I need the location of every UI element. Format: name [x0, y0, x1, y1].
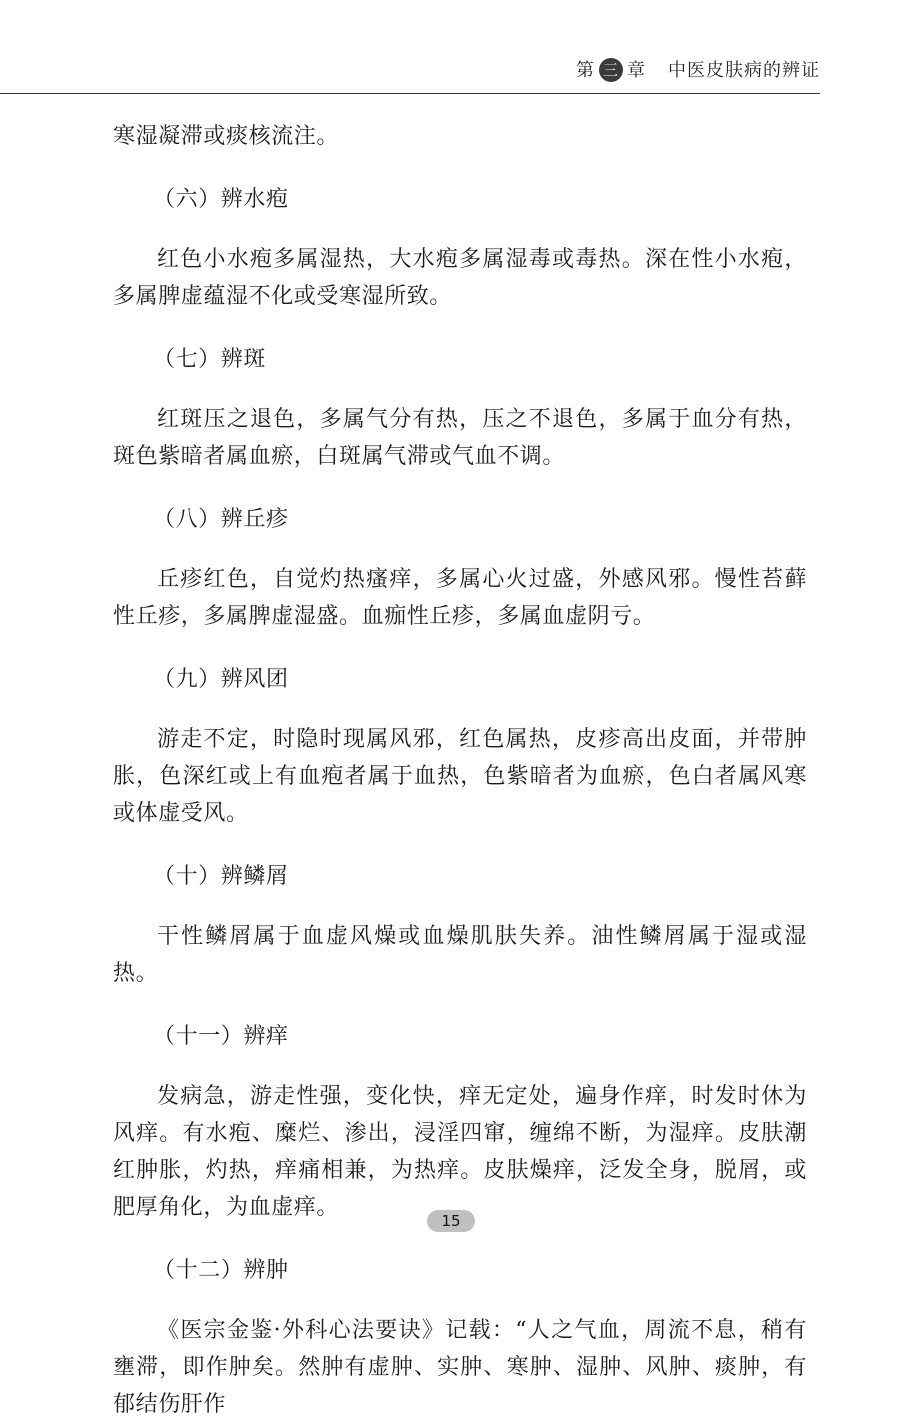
section-body-9: 游走不定，时隐时现属风邪，红色属热，皮疹高出皮面，并带肿胀，色深红或上有血疱者属于血热，色紫暗者为血瘀，色白者属风寒或体虚受风。 [113, 727, 807, 826]
section-body-8: 丘疹红色，自觉灼热瘙痒，多属心火过盛，外感风邪。慢性苔藓性丘疹，多属脾虚湿盛。血痂性丘疹，多属血虚阴亏。 [113, 567, 807, 629]
section-heading-10: （十）辨鳞屑 [153, 864, 289, 889]
section-heading-11: （十一）辨痒 [153, 1024, 289, 1049]
section-body-12: 《医宗金鉴·外科心法要诀》记载：“人之气血，周流不息，稍有壅滞，即作肿矣。然肿有虚肿、实肿、寒肿、湿肿、风肿、痰肿，有郁结伤肝作 [113, 1318, 807, 1417]
header-rule [0, 93, 820, 94]
intro-paragraph: 寒湿凝滞或痰核流注。 [113, 124, 340, 149]
running-header [0, 56, 820, 82]
chapter-suffix: 章 [627, 60, 646, 81]
section-body-10: 干性鳞屑属于血虚风燥或血燥肌肤失养。油性鳞屑属于湿或湿热。 [113, 924, 807, 986]
section-body-7: 红斑压之退色，多属气分有热，压之不退色，多属于血分有热，斑色紫暗者属血瘀，白斑属气滞或气血不调。 [113, 407, 807, 469]
page-number: 15 [427, 1210, 475, 1232]
section-heading-9: （九）辨风团 [153, 667, 289, 692]
section-body-11: 发病急，游走性强，变化快，痒无定处，遍身作痒，时发时休为风痒。有水疱、糜烂、渗出，浸淫四窜，缠绵不断，为湿痒。皮肤潮红肿胀，灼热，痒痛相兼，为热痒。皮肤燥痒，泛发全身，脱屑，或肥厚角化，为血虚痒。 [113, 1084, 807, 1220]
chapter-title: 中医皮肤病的辨证 [668, 60, 820, 81]
section-heading-6: （六）辨水疱 [153, 187, 289, 212]
chapter-number-badge: 三 [599, 58, 623, 82]
chapter-prefix: 第 [576, 60, 595, 81]
section-heading-12: （十二）辨肿 [153, 1258, 289, 1283]
section-heading-7: （七）辨斑 [153, 347, 267, 372]
section-heading-8: （八）辨丘疹 [153, 507, 289, 532]
section-body-6: 红色小水疱多属湿热，大水疱多属湿毒或毒热。深在性小水疱，多属脾虚蕴湿不化或受寒湿所致。 [113, 247, 807, 309]
